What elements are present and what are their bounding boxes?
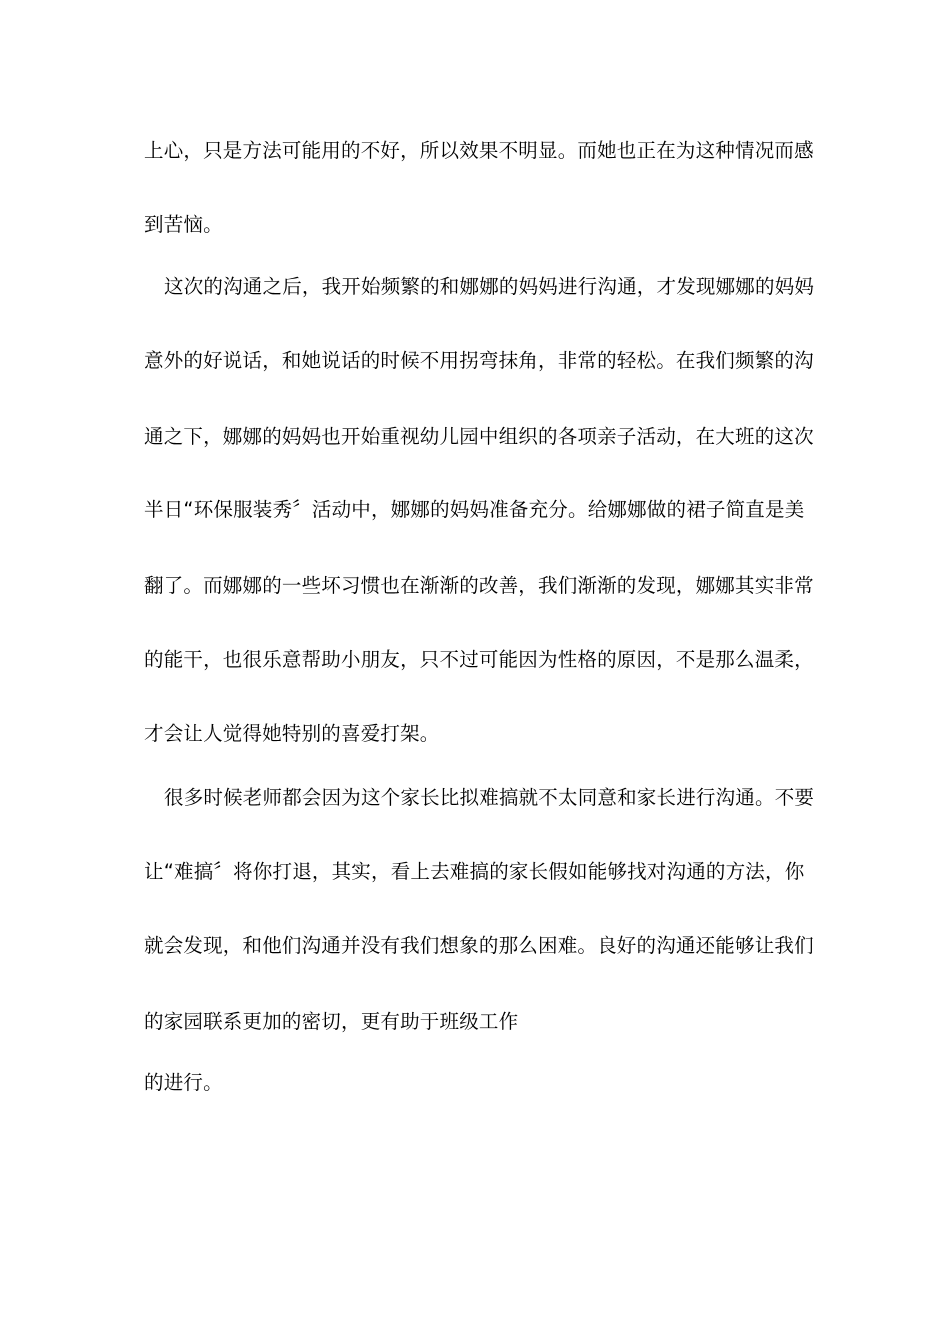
- text-line: 的能干，也很乐意帮助小朋友，只不过可能因为性格的原因，不是那么温柔，: [144, 648, 814, 671]
- text-line: 的家园联系更加的密切，更有助于班级工作: [144, 1010, 519, 1033]
- text-line: 翻了。而娜娜的一些坏习惯也在渐渐的改善，我们渐渐的发现，娜娜其实非常: [144, 574, 814, 597]
- text-line: 让“难搞〞将你打退，其实，看上去难搞的家长假如能够找对沟通的方法，你: [144, 860, 805, 883]
- text-line: 才会让人觉得她特别的喜爱打架。: [144, 722, 440, 745]
- text-line: 上心，只是方法可能用的不好，所以效果不明显。而她也正在为这种情况而感: [144, 139, 814, 162]
- text-line: 的进行。: [144, 1071, 223, 1094]
- text-line: 半日“环保服装秀〞活动中，娜娜的妈妈准备充分。给娜娜做的裙子简直是美: [144, 498, 805, 521]
- paragraph-start-line: 很多时候老师都会因为这个家长比拟难搞就不太同意和家长进行沟通。不要: [164, 786, 815, 809]
- text-line: 通之下，娜娜的妈妈也开始重视幼儿园中组织的各项亲子活动，在大班的这次: [144, 425, 814, 448]
- text-line: 到苦恼。: [144, 213, 223, 236]
- paragraph-start-line: 这次的沟通之后，我开始频繁的和娜娜的妈妈进行沟通，才发现娜娜的妈妈: [164, 275, 815, 298]
- text-line: 就会发现，和他们沟通并没有我们想象的那么困难。良好的沟通还能够让我们: [144, 934, 814, 957]
- text-line: 意外的好说话，和她说话的时候不用拐弯抹角，非常的轻松。在我们频繁的沟: [144, 349, 814, 372]
